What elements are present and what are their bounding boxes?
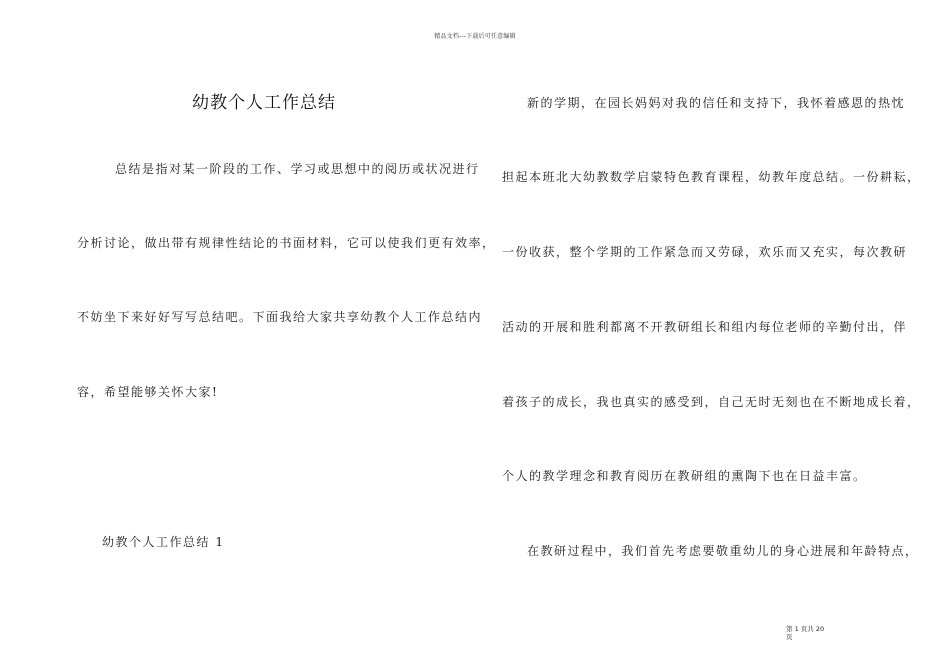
header-note: 精品文档---下载后可任意编辑 xyxy=(434,33,516,40)
right-paragraph-line: 个人的教学理念和教育阅历在教研组的熏陶下也在日益丰富。 xyxy=(502,469,867,483)
right-paragraph-line: 活动的开展和胜利都离不开教研组长和组内每位老师的辛勤付出，伴 xyxy=(502,320,908,334)
left-paragraph-line: 分析讨论，做出带有规律性结论的书面材料，它可以使我们更有效率， xyxy=(77,236,496,250)
right-paragraph-line: 在教研过程中，我们首先考虑要敬重幼儿的身心进展和年龄特点， xyxy=(527,544,919,558)
left-paragraph-line: 不妨坐下来好好写写总结吧。下面我给大家共享幼教个人工作总结内 xyxy=(77,310,483,324)
page-number: 第 1 页共 20 页 xyxy=(786,625,825,641)
left-paragraph-line: 总结是指对某一阶段的工作、学习或思想中的阅历或状况进行 xyxy=(115,162,480,176)
right-paragraph-line: 着孩子的成长，我也真实的感受到，自己无时无刻也在不断地成长着， xyxy=(502,395,921,409)
right-paragraph-line: 担起本班北大幼教数学启蒙特色教育课程，幼教年度总结。一份耕耘， xyxy=(502,170,921,184)
left-paragraph-line: 容，希望能够关怀大家! xyxy=(77,385,219,399)
section-heading: 幼教个人工作总结 1 xyxy=(102,535,225,549)
right-paragraph-line: 新的学期，在园长妈妈对我的信任和支持下，我怀着感恩的热忱 xyxy=(527,96,906,110)
right-paragraph-line: 一份收获，整个学期的工作紧急而又劳碌，欢乐而又充实，每次教研 xyxy=(502,245,908,259)
document-title: 幼教个人工作总结 xyxy=(192,93,336,113)
